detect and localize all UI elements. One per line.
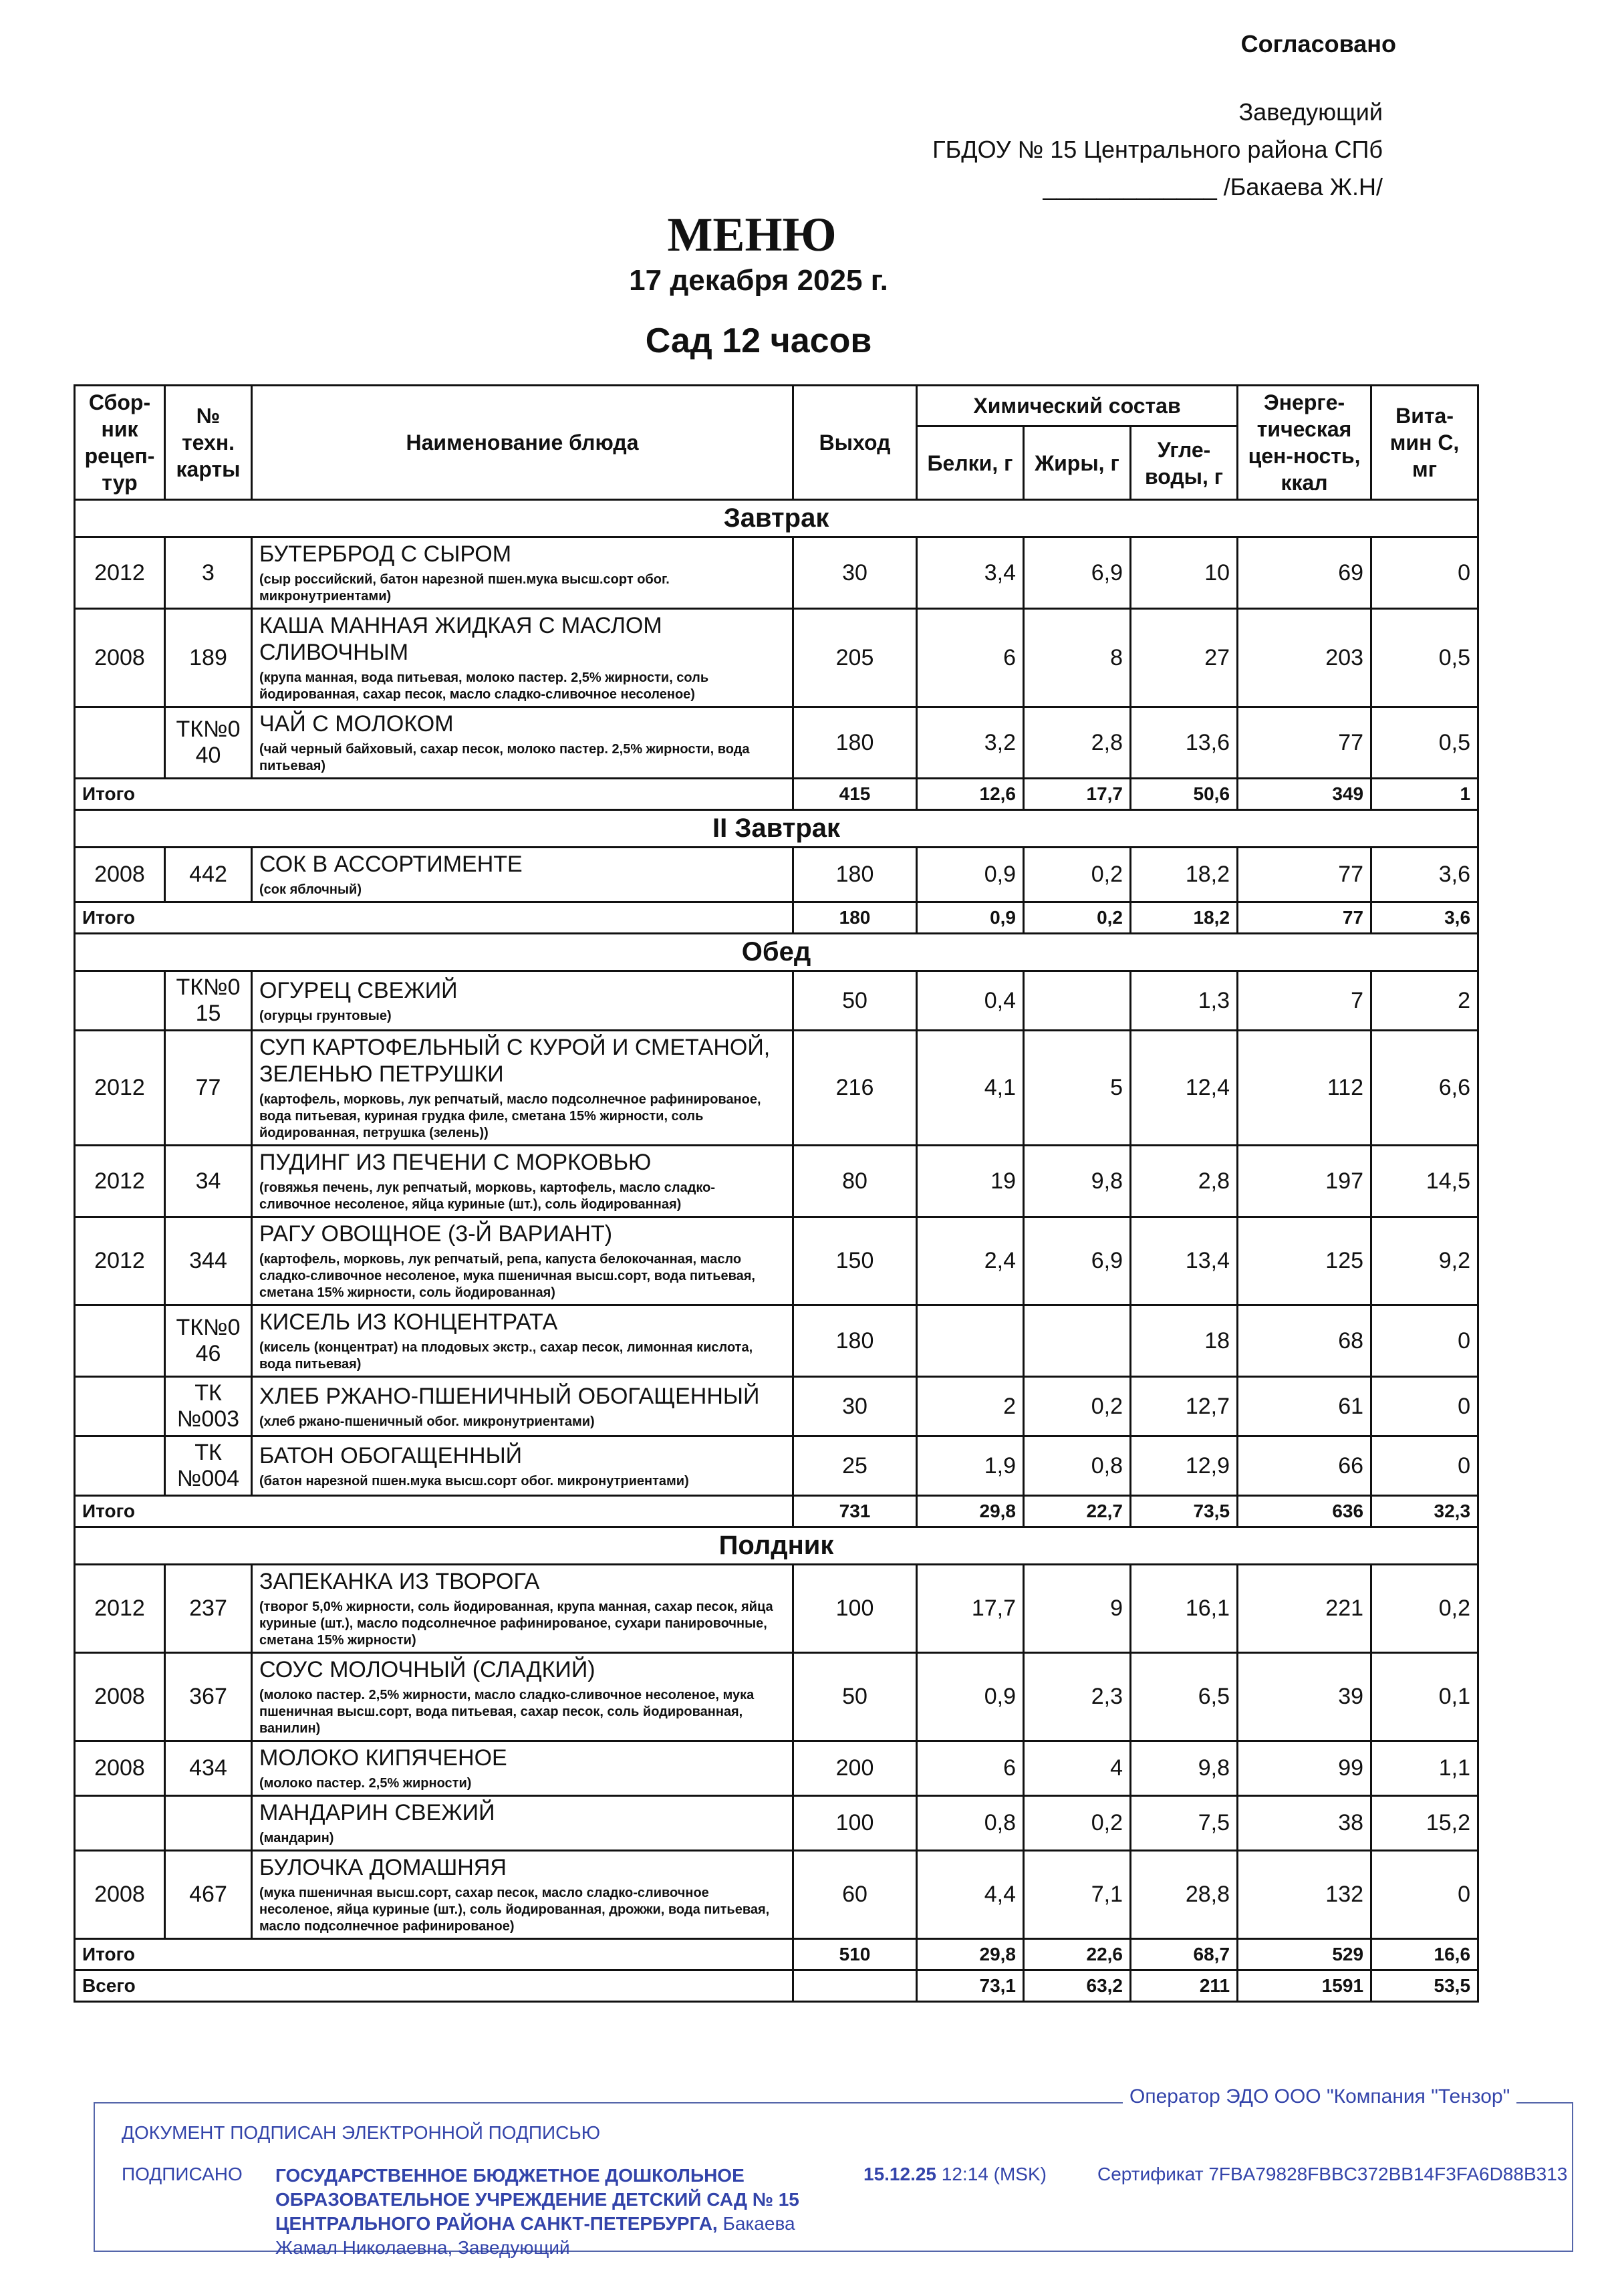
value-c: 1,3 <box>1131 971 1238 1031</box>
tech-card-number: ТК №003 <box>165 1377 252 1436</box>
total-c: 50,6 <box>1131 779 1238 810</box>
value-e: 39 <box>1238 1653 1371 1741</box>
approval-org: ГБДОУ № 15 Центрального района СПб <box>932 136 1383 163</box>
total-p: 0,9 <box>917 902 1024 934</box>
dish-ingredients: (крупа манная, вода питьевая, молоко пастер. 2,5% жирности, соль йодированная, сахар песок, масло сладко-сливочное несоленое) <box>259 670 709 702</box>
total-v: 1 <box>1371 779 1478 810</box>
value-c: 27 <box>1131 609 1238 707</box>
table-row <box>75 1565 1478 1653</box>
tech-card-number: 467 <box>165 1851 252 1939</box>
value-c: 28,8 <box>1131 1851 1238 1939</box>
dish-ingredients: (мандарин) <box>259 1831 334 1845</box>
value-v: 2 <box>1371 971 1478 1031</box>
value-out: 25 <box>793 1436 917 1496</box>
tech-card-number: 3 <box>165 537 252 609</box>
value-e: 69 <box>1238 537 1371 609</box>
dish-name: БУЛОЧКА ДОМАШНЯЯ <box>259 1855 507 1880</box>
value-p: 0,4 <box>917 971 1024 1031</box>
value-f: 2,3 <box>1024 1653 1131 1741</box>
value-v: 0 <box>1371 1377 1478 1436</box>
dish-ingredients: (батон нарезной пшен.мука высш.сорт обог. микронутриентами) <box>259 1473 689 1489</box>
value-out: 180 <box>793 848 917 902</box>
value-c: 18 <box>1131 1305 1238 1377</box>
dish-name: МОЛОКО КИПЯЧЕНОЕ <box>259 1745 507 1771</box>
value-p: 1,9 <box>917 1436 1024 1496</box>
total-c: 18,2 <box>1131 902 1238 934</box>
tech-card-number: 367 <box>165 1653 252 1741</box>
section-title: Обед <box>75 934 1478 971</box>
dish-name: СУП КАРТОФЕЛЬНЫЙ С КУРОЙ И СМЕТАНОЙ, ЗЕЛЕНЬЮ ПЕТРУШКИ <box>259 1035 771 1087</box>
value-out: 50 <box>793 971 917 1031</box>
value-out: 216 <box>793 1031 917 1146</box>
menu-date: 17 декабря 2025 г. <box>629 264 888 297</box>
table-row <box>75 1436 1478 1496</box>
dish-ingredients: (молоко пастер. 2,5% жирности) <box>259 1776 472 1791</box>
value-f: 0,2 <box>1024 848 1131 902</box>
grand-total-out <box>793 1970 917 2002</box>
tech-card-number: 344 <box>165 1217 252 1305</box>
recipe-collection: 2012 <box>75 1031 165 1146</box>
total-p: 29,8 <box>917 1496 1024 1527</box>
value-e: 68 <box>1238 1305 1371 1377</box>
total-f: 17,7 <box>1024 779 1131 810</box>
value-c: 2,8 <box>1131 1146 1238 1217</box>
dish-cell <box>252 1436 793 1496</box>
total-row <box>75 1939 1478 1970</box>
table-row <box>75 1741 1478 1796</box>
dish-cell <box>252 1217 793 1305</box>
value-out: 60 <box>793 1851 917 1939</box>
value-c: 16,1 <box>1131 1565 1238 1653</box>
recipe-collection: 2008 <box>75 1653 165 1741</box>
value-out: 80 <box>793 1146 917 1217</box>
table-row <box>75 1217 1478 1305</box>
dish-ingredients: (картофель, морковь, лук репчатый, масло подсолнечное рафинированое, вода питьевая, куриная грудка филе, сметана 15% жирности, соль йодированная, петрушка (зелень)) <box>259 1092 761 1140</box>
value-v: 14,5 <box>1371 1146 1478 1217</box>
tech-card-number: 434 <box>165 1741 252 1796</box>
value-e: 132 <box>1238 1851 1371 1939</box>
dish-ingredients: (говяжья печень, лук репчатый, морковь, картофель, масло сладко-сливочное несоленое, яйца куриные (шт.), соль йодированная) <box>259 1180 716 1212</box>
value-e: 112 <box>1238 1031 1371 1146</box>
dish-cell <box>252 1653 793 1741</box>
total-label: Итого <box>75 1939 793 1970</box>
dish-ingredients: (картофель, морковь, лук репчатый, репа, капуста белокочанная, масло сладко-сливочное несоленое, мука пшеничная высш.сорт, вода питьевая, сметана 15% жирности, соль йодированная) <box>259 1252 755 1300</box>
value-c: 9,8 <box>1131 1741 1238 1796</box>
header-name: Наименование блюда <box>252 386 793 500</box>
dish-name: ЧАЙ С МОЛОКОМ <box>259 711 454 737</box>
tech-card-number <box>165 1796 252 1851</box>
signature-title: ДОКУМЕНТ ПОДПИСАН ЭЛЕКТРОННОЙ ПОДПИСЬЮ <box>122 2122 601 2143</box>
section-title: Полдник <box>75 1527 1478 1565</box>
value-e: 77 <box>1238 707 1371 779</box>
total-label: Итого <box>75 902 793 934</box>
menu-subtitle: Сад 12 часов <box>645 322 872 360</box>
approval-position: Заведующий <box>1238 98 1383 126</box>
value-p: 2,4 <box>917 1217 1024 1305</box>
value-f: 2,8 <box>1024 707 1131 779</box>
value-f: 5 <box>1024 1031 1131 1146</box>
menu-table-body <box>75 500 1478 2002</box>
table-row <box>75 1305 1478 1377</box>
total-e: 529 <box>1238 1939 1371 1970</box>
value-f: 6,9 <box>1024 1217 1131 1305</box>
value-p: 0,9 <box>917 848 1024 902</box>
recipe-collection <box>75 1305 165 1377</box>
value-f <box>1024 1305 1131 1377</box>
dish-ingredients: (сыр российский, батон нарезной пшен.мука высш.сорт обог. микронутриентами) <box>259 572 670 604</box>
dish-name: ЗАПЕКАНКА ИЗ ТВОРОГА <box>259 1569 540 1594</box>
value-v: 3,6 <box>1371 848 1478 902</box>
dish-cell <box>252 1031 793 1146</box>
table-row <box>75 1146 1478 1217</box>
value-e: 7 <box>1238 971 1371 1031</box>
dish-name: СОК В АССОРТИМЕНТЕ <box>259 852 523 877</box>
total-f: 0,2 <box>1024 902 1131 934</box>
value-c: 13,6 <box>1131 707 1238 779</box>
value-v: 0,1 <box>1371 1653 1478 1741</box>
value-e: 77 <box>1238 848 1371 902</box>
tech-card-number: 189 <box>165 609 252 707</box>
dish-cell <box>252 1305 793 1377</box>
tech-card-number: ТК №004 <box>165 1436 252 1496</box>
header-energy: Энерге-тическая цен-ность, ккал <box>1238 386 1371 500</box>
total-out: 510 <box>793 1939 917 1970</box>
value-p <box>917 1305 1024 1377</box>
value-p: 17,7 <box>917 1565 1024 1653</box>
section-title: Завтрак <box>75 500 1478 537</box>
value-f: 0,2 <box>1024 1377 1131 1436</box>
grand-total-p: 73,1 <box>917 1970 1024 2002</box>
dish-name: РАГУ ОВОЩНОЕ (3-Й ВАРИАНТ) <box>259 1221 613 1247</box>
total-label: Итого <box>75 779 793 810</box>
value-p: 4,1 <box>917 1031 1024 1146</box>
total-p: 29,8 <box>917 1939 1024 1970</box>
dish-name: ПУДИНГ ИЗ ПЕЧЕНИ С МОРКОВЬЮ <box>259 1150 652 1175</box>
total-label: Итого <box>75 1496 793 1527</box>
total-f: 22,7 <box>1024 1496 1131 1527</box>
header-card: № техн. карты <box>165 386 252 500</box>
value-out: 30 <box>793 537 917 609</box>
total-e: 636 <box>1238 1496 1371 1527</box>
dish-cell <box>252 1146 793 1217</box>
recipe-collection: 2008 <box>75 1741 165 1796</box>
signature-datetime <box>863 2164 1047 2185</box>
tech-card-number: ТК№0 46 <box>165 1305 252 1377</box>
table-row <box>75 1653 1478 1741</box>
value-v: 0,2 <box>1371 1565 1478 1653</box>
value-p: 19 <box>917 1146 1024 1217</box>
value-f <box>1024 971 1131 1031</box>
tech-card-number: 442 <box>165 848 252 902</box>
value-v: 6,6 <box>1371 1031 1478 1146</box>
value-out: 200 <box>793 1741 917 1796</box>
table-row <box>75 971 1478 1031</box>
dish-name: ХЛЕБ РЖАНО-ПШЕНИЧНЫЙ ОБОГАЩЕННЫЙ <box>259 1383 760 1409</box>
recipe-collection <box>75 707 165 779</box>
value-v: 0 <box>1371 1436 1478 1496</box>
value-p: 3,2 <box>917 707 1024 779</box>
table-row <box>75 537 1478 609</box>
total-f: 22,6 <box>1024 1939 1131 1970</box>
section-row <box>75 810 1478 848</box>
page-title: МЕНЮ <box>667 208 837 261</box>
value-out: 30 <box>793 1377 917 1436</box>
header-chem: Химический состав <box>917 386 1238 426</box>
total-v: 16,6 <box>1371 1939 1478 1970</box>
tech-card-number: 34 <box>165 1146 252 1217</box>
total-e: 349 <box>1238 779 1371 810</box>
signature-time: 12:14 (MSK) <box>941 2164 1047 2184</box>
value-f: 8 <box>1024 609 1131 707</box>
tech-card-number: ТК№0 15 <box>165 971 252 1031</box>
value-f: 9,8 <box>1024 1146 1131 1217</box>
signature-date: 15.12.25 <box>863 2164 936 2184</box>
value-e: 197 <box>1238 1146 1371 1217</box>
dish-cell <box>252 971 793 1031</box>
section-row <box>75 500 1478 537</box>
signature-organization <box>275 2164 810 2260</box>
total-row <box>75 1496 1478 1527</box>
tech-card-number: ТК№0 40 <box>165 707 252 779</box>
total-p: 12,6 <box>917 779 1024 810</box>
recipe-collection <box>75 971 165 1031</box>
value-v: 9,2 <box>1371 1217 1478 1305</box>
grand-total-v: 53,5 <box>1371 1970 1478 2002</box>
value-f: 0,8 <box>1024 1436 1131 1496</box>
value-f: 0,2 <box>1024 1796 1131 1851</box>
recipe-collection: 2008 <box>75 848 165 902</box>
recipe-collection: 2012 <box>75 1146 165 1217</box>
value-e: 221 <box>1238 1565 1371 1653</box>
total-row <box>75 779 1478 810</box>
tech-card-number: 77 <box>165 1031 252 1146</box>
grand-total-e: 1591 <box>1238 1970 1371 2002</box>
value-out: 205 <box>793 609 917 707</box>
signature-certificate: Сертификат 7FBA79828FBBC372BB14F3FA6D88B313 <box>1097 2164 1568 2184</box>
section-row <box>75 1527 1478 1565</box>
table-row <box>75 848 1478 902</box>
dish-cell <box>252 1851 793 1939</box>
table-row <box>75 1031 1478 1146</box>
value-f: 6,9 <box>1024 537 1131 609</box>
value-e: 99 <box>1238 1741 1371 1796</box>
dish-cell <box>252 707 793 779</box>
value-p: 3,4 <box>917 537 1024 609</box>
total-v: 3,6 <box>1371 902 1478 934</box>
header-carbs: Угле-воды, г <box>1131 426 1238 500</box>
dish-ingredients: (чай черный байховый, сахар песок, молоко пастер. 2,5% жирности, вода питьевая) <box>259 742 750 773</box>
value-out: 50 <box>793 1653 917 1741</box>
value-out: 180 <box>793 707 917 779</box>
table-row <box>75 609 1478 707</box>
dish-name: СОУС МОЛОЧНЫЙ (СЛАДКИЙ) <box>259 1657 595 1682</box>
value-out: 150 <box>793 1217 917 1305</box>
total-c: 73,5 <box>1131 1496 1238 1527</box>
value-p: 6 <box>917 1741 1024 1796</box>
dish-ingredients: (молоко пастер. 2,5% жирности, масло сладко-сливочное несоленое, мука пшеничная высш.сорт, вода питьевая, сахар песок, соль йодированная, ванилин) <box>259 1688 755 1736</box>
recipe-collection: 2008 <box>75 1851 165 1939</box>
dish-ingredients: (огурцы грунтовые) <box>259 1008 392 1023</box>
dish-cell <box>252 537 793 609</box>
value-v: 0,5 <box>1371 609 1478 707</box>
value-out: 100 <box>793 1796 917 1851</box>
value-p: 2 <box>917 1377 1024 1436</box>
value-v: 1,1 <box>1371 1741 1478 1796</box>
value-c: 6,5 <box>1131 1653 1238 1741</box>
value-f: 9 <box>1024 1565 1131 1653</box>
section-title: II Завтрак <box>75 810 1478 848</box>
value-e: 203 <box>1238 609 1371 707</box>
total-out: 415 <box>793 779 917 810</box>
total-e: 77 <box>1238 902 1371 934</box>
header-output: Выход <box>793 386 917 500</box>
value-c: 18,2 <box>1131 848 1238 902</box>
recipe-collection: 2012 <box>75 537 165 609</box>
approval-agreed: Согласовано <box>1240 30 1396 57</box>
header-collection: Сбор-ник рецеп-тур <box>75 386 165 500</box>
dish-name: КИСЕЛЬ ИЗ КОНЦЕНТРАТА <box>259 1309 558 1335</box>
e-signature-stamp <box>94 2102 1573 2258</box>
dish-cell <box>252 1565 793 1653</box>
recipe-collection: 2008 <box>75 609 165 707</box>
dish-name: БАТОН ОБОГАЩЕННЫЙ <box>259 1442 523 1469</box>
value-p: 6 <box>917 609 1024 707</box>
total-c: 68,7 <box>1131 1939 1238 1970</box>
signature-signed-label: ПОДПИСАНО <box>122 2164 243 2184</box>
total-v: 32,3 <box>1371 1496 1478 1527</box>
grand-total-label: Всего <box>75 1970 793 2002</box>
header-vitamin: Вита-мин С, мг <box>1371 386 1478 500</box>
dish-cell <box>252 609 793 707</box>
value-out: 180 <box>793 1305 917 1377</box>
signature-person: Бакаева Жамал Николаевна, Заведующий <box>275 2213 795 2258</box>
table-row <box>75 1851 1478 1939</box>
recipe-collection: 2012 <box>75 1217 165 1305</box>
dish-name: ОГУРЕЦ СВЕЖИЙ <box>259 977 458 1003</box>
value-p: 0,8 <box>917 1796 1024 1851</box>
value-v: 0,5 <box>1371 707 1478 779</box>
dish-ingredients: (сок яблочный) <box>259 882 362 897</box>
value-v: 0 <box>1371 537 1478 609</box>
dish-cell <box>252 1796 793 1851</box>
total-out: 731 <box>793 1496 917 1527</box>
signature-org-name: ГОСУДАРСТВЕННОЕ БЮДЖЕТНОЕ ДОШКОЛЬНОЕ ОБРАЗОВАТЕЛЬНОЕ УЧРЕЖДЕНИЕ ДЕТСКИЙ САД № 15 ЦЕНТРАЛЬНОГО РАЙОНА САНКТ-ПЕТЕРБУРГА, <box>275 2165 799 2234</box>
dish-ingredients: (хлеб ржано-пшеничный обог. микронутриентами) <box>259 1414 595 1429</box>
value-c: 12,9 <box>1131 1436 1238 1496</box>
value-e: 61 <box>1238 1377 1371 1436</box>
recipe-collection <box>75 1436 165 1496</box>
value-e: 125 <box>1238 1217 1371 1305</box>
value-v: 15,2 <box>1371 1796 1478 1851</box>
value-c: 7,5 <box>1131 1796 1238 1851</box>
table-row <box>75 1796 1478 1851</box>
value-f: 4 <box>1024 1741 1131 1796</box>
value-out: 100 <box>793 1565 917 1653</box>
grand-total-c: 211 <box>1131 1970 1238 2002</box>
value-e: 66 <box>1238 1436 1371 1496</box>
recipe-collection <box>75 1377 165 1436</box>
recipe-collection: 2012 <box>75 1565 165 1653</box>
value-e: 38 <box>1238 1796 1371 1851</box>
total-out: 180 <box>793 902 917 934</box>
edo-operator: Оператор ЭДО ООО "Компания "Тензор" <box>1123 2085 1516 2108</box>
value-v: 0 <box>1371 1305 1478 1377</box>
header-proteins: Белки, г <box>917 426 1024 500</box>
tech-card-number: 237 <box>165 1565 252 1653</box>
dish-name: БУТЕРБРОД С СЫРОМ <box>259 541 512 567</box>
value-f: 7,1 <box>1024 1851 1131 1939</box>
value-c: 12,7 <box>1131 1377 1238 1436</box>
grand-total-row <box>75 1970 1478 2002</box>
table-row <box>75 707 1478 779</box>
total-row <box>75 902 1478 934</box>
dish-cell <box>252 1741 793 1796</box>
value-c: 12,4 <box>1131 1031 1238 1146</box>
dish-ingredients: (мука пшеничная высш.сорт, сахар песок, масло сладко-сливочное несоленое, яйца куриные (шт.), соль йодированная, дрожжи, вода питьевая, масло подсолнечное рафинированое) <box>259 1886 770 1934</box>
approval-signature: _____________ /Бакаева Ж.Н/ <box>1043 173 1383 201</box>
value-p: 0,9 <box>917 1653 1024 1741</box>
value-p: 4,4 <box>917 1851 1024 1939</box>
dish-name: МАНДАРИН СВЕЖИЙ <box>259 1800 495 1825</box>
recipe-collection <box>75 1796 165 1851</box>
grand-total-f: 63,2 <box>1024 1970 1131 2002</box>
menu-table <box>74 384 1479 2003</box>
dish-cell <box>252 848 793 902</box>
header-fats: Жиры, г <box>1024 426 1131 500</box>
section-row <box>75 934 1478 971</box>
table-row <box>75 1377 1478 1436</box>
value-v: 0 <box>1371 1851 1478 1939</box>
dish-ingredients: (кисель (концентрат) на плодовых экстр., сахар песок, лимонная кислота, вода питьевая) <box>259 1340 753 1372</box>
dish-ingredients: (творог 5,0% жирности, соль йодированная, крупа манная, сахар песок, яйца куриные (шт.), масло подсолнечное рафинированое, сухари панировочные, сметана 15% жирности) <box>259 1600 773 1648</box>
dish-name: КАША МАННАЯ ЖИДКАЯ С МАСЛОМ СЛИВОЧНЫМ <box>259 613 662 665</box>
value-c: 13,4 <box>1131 1217 1238 1305</box>
dish-cell <box>252 1377 793 1436</box>
value-c: 10 <box>1131 537 1238 609</box>
